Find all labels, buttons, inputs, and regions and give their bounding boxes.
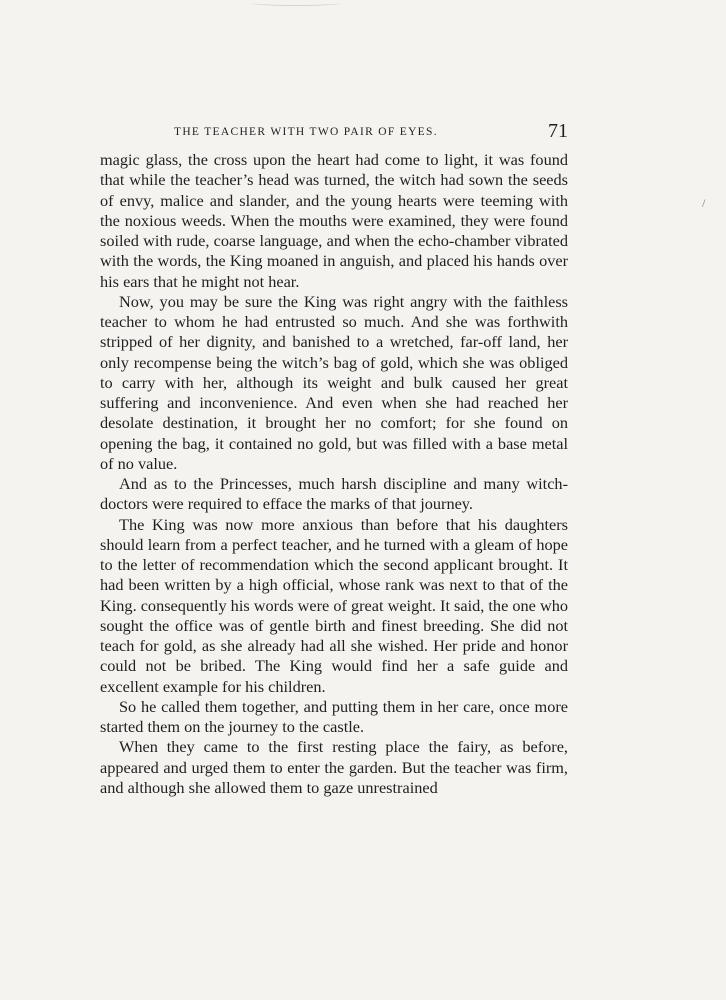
paragraph: When they came to the first resting place the fairy, as before, appeared and urged them to enter the garden. But the teacher was firm, and although she allowed them to gaze unrestrained [100, 737, 568, 797]
paragraph: magic glass, the cross upon the heart had come to light, it was found that while the teacher’s head was turned, the witch had sown the seeds of envy, malice and slander, and the young hearts were teeming with the noxious weeds. When the mouths were examined, they were found soiled with rude, coarse language, and when the echo-chamber vibrated with the words, the King moaned in anguish, and placed his hands over his ears that he might not hear. [100, 150, 568, 291]
paragraph: And as to the Princesses, much harsh discipline and many witch-doctors were required to efface the marks of that journey. [100, 474, 568, 514]
margin-mark: / [702, 196, 706, 210]
running-title: THE TEACHER WITH TWO PAIR OF EYES. [174, 126, 438, 138]
page-edge-mark [252, 0, 340, 6]
running-header [100, 120, 568, 146]
paragraph: The King was now more anxious than before that his daughters should learn from a perfect teacher, and he turned with a gleam of hope to the letter of recommendation which the second applicant brought. It had been written by a high official, whose rank was next to that of the King. consequently his words were of great weight. It said, the one who sought the office was of gentle birth and finest breeding. She did not teach for gold, as she already had all she wished. Her pride and honor could not be bribed. The King would find her a safe guide and excellent example for his children. [100, 514, 568, 696]
page-number: 71 [548, 120, 568, 142]
paragraph: Now, you may be sure the King was right angry with the faithless teacher to whom he had entrusted so much. And she was forthwith stripped of her dignity, and banished to a wretched, far-off land, her only recompense being the witch’s bag of gold, which she was obliged to carry with her, although its weight and bulk caused her great suffering and inconvenience. And even when she had reached her desolate destination, it brought her no comfort; for she found on opening the bag, it contained no gold, but was filled with a base metal of no value. [100, 291, 568, 473]
body-text [100, 150, 568, 798]
paragraph: So he called them together, and putting them in her care, once more started them on the journey to the castle. [100, 696, 568, 736]
